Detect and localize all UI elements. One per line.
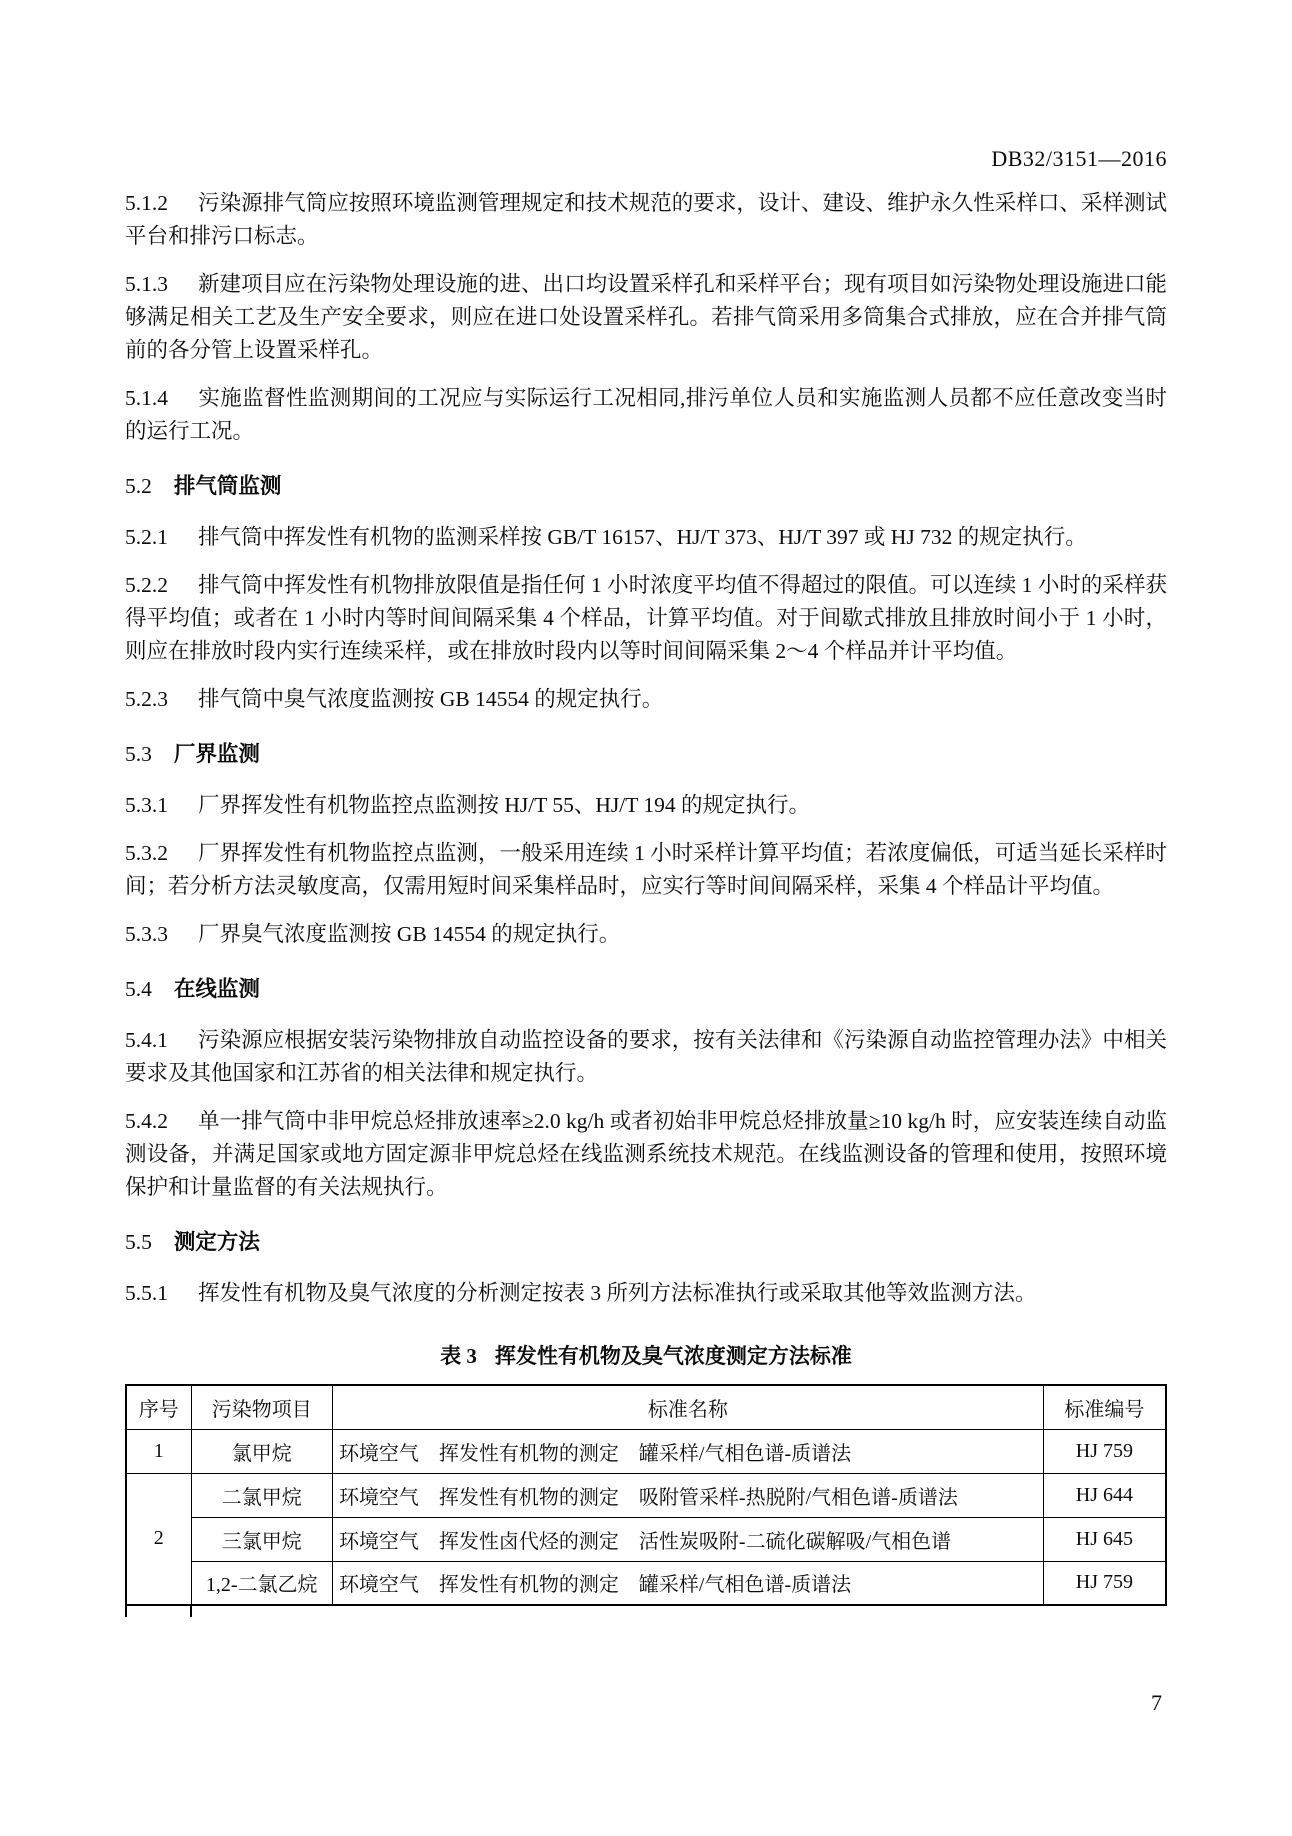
section-title: 排气筒监测: [173, 474, 282, 498]
section-number: 5.4: [125, 977, 152, 1001]
section-heading-5-4: [125, 973, 1167, 1006]
clause-5-1-4: [125, 382, 1167, 448]
section-heading-5-3: [125, 738, 1167, 771]
cell-pollutant: 二氯甲烷: [191, 1473, 332, 1517]
col-header-standard-code: 标准编号: [1043, 1385, 1166, 1429]
cell-standard-name: 环境空气 挥发性有机物的测定 罐采样/气相色谱-质谱法: [332, 1429, 1043, 1473]
section-heading-5-5: [125, 1226, 1167, 1259]
clause-number: 5.3.1: [125, 793, 168, 817]
section-title: 厂界监测: [173, 742, 260, 766]
cell-seq: 2: [126, 1473, 191, 1605]
cell-standard-name: 环境空气 挥发性有机物的测定 吸附管采样-热脱附/气相色谱-质谱法: [332, 1473, 1043, 1517]
clause-text: 污染源排气筒应按照环境监测管理规定和技术规范的要求，设计、建设、维护永久性采样口、采样测试平台和排污口标志。: [125, 191, 1167, 248]
clause-text: 排气筒中臭气浓度监测按 GB 14554 的规定执行。: [198, 687, 664, 711]
clause-5-4-2: [125, 1105, 1167, 1204]
clause-number: 5.3.3: [125, 922, 168, 946]
clause-number: 5.5.1: [125, 1281, 168, 1305]
col-header-standard-name: 标准名称: [332, 1385, 1043, 1429]
table-header-row: [126, 1385, 1166, 1429]
table-row: [126, 1473, 1166, 1517]
section-number: 5.3: [125, 742, 152, 766]
clause-number: 5.1.3: [125, 272, 168, 296]
clause-number: 5.4.2: [125, 1109, 168, 1133]
clause-5-2-1: [125, 521, 1167, 554]
clause-text: 新建项目应在污染物处理设施的进、出口均设置采样孔和采样平台；现有项目如污染物处理设施进口能够满足相关工艺及生产安全要求，则应在进口处设置采样孔。若排气筒采用多筒集合式排放，应在合并排气筒前的各分管上设置采样孔。: [125, 272, 1167, 362]
clause-text: 厂界臭气浓度监测按 GB 14554 的规定执行。: [198, 922, 621, 946]
cell-pollutant: 氯甲烷: [191, 1429, 332, 1473]
page-number: 7: [1151, 1690, 1162, 1715]
table-3-caption: [125, 1340, 1167, 1370]
clause-number: 5.4.1: [125, 1028, 168, 1052]
cell-standard-name: 环境空气 挥发性有机物的测定 罐采样/气相色谱-质谱法: [332, 1561, 1043, 1605]
table-continuation-border-col1: [190, 1606, 192, 1617]
clause-5-5-1: [125, 1277, 1167, 1310]
clause-5-3-1: [125, 789, 1167, 822]
col-header-pollutant: 污染物项目: [191, 1385, 332, 1429]
cell-pollutant: 三氯甲烷: [191, 1517, 332, 1561]
clause-5-3-2: [125, 837, 1167, 903]
section-number: 5.5: [125, 1230, 152, 1254]
table-continuation-marks: [125, 1606, 1167, 1618]
clause-text: 污染源应根据安装污染物排放自动监控设备的要求，按有关法律和《污染源自动监控管理办法》中相关要求及其他国家和江苏省的相关法律和规定执行。: [125, 1028, 1167, 1085]
clause-text: 实施监督性监测期间的工况应与实际运行工况相同,排污单位人员和实施监测人员都不应任意改变当时的运行工况。: [125, 386, 1167, 443]
clause-number: 5.1.2: [125, 191, 168, 215]
method-standards-table: [125, 1384, 1167, 1606]
clause-number: 5.2.3: [125, 687, 168, 711]
table-row: [126, 1429, 1166, 1473]
clause-number: 5.2.2: [125, 573, 168, 597]
clause-5-4-1: [125, 1024, 1167, 1090]
table-row: [126, 1517, 1166, 1561]
table-row: [126, 1561, 1166, 1605]
cell-standard-name: 环境空气 挥发性卤代烃的测定 活性炭吸附-二硫化碳解吸/气相色谱: [332, 1517, 1043, 1561]
clause-5-2-3: [125, 683, 1167, 716]
clause-number: 5.1.4: [125, 386, 168, 410]
clause-text: 挥发性有机物及臭气浓度的分析测定按表 3 所列方法标准执行或采取其他等效监测方法。: [198, 1281, 1037, 1305]
clause-number: 5.3.2: [125, 841, 168, 865]
cell-standard-code: HJ 644: [1043, 1473, 1166, 1517]
clause-5-2-2: [125, 569, 1167, 668]
clause-5-1-2: [125, 187, 1167, 253]
clause-text: 单一排气筒中非甲烷总烃排放速率≥2.0 kg/h 或者初始非甲烷总烃排放量≥10 kg/h 时，应安装连续自动监测设备，并满足国家或地方固定源非甲烷总烃在线监测系统技术规范。在线监测设备的管理和使用，按照环境保护和计量监督的有关法规执行。: [125, 1109, 1167, 1199]
clause-text: 排气筒中挥发性有机物排放限值是指任何 1 小时浓度平均值不得超过的限值。可以连续 1 小时的采样获得平均值；或者在 1 小时内等时间间隔采集 4 个样品，计算平均值。对于间歇式排放且排放时间小于 1 小时，则应在排放时段内实行连续采样，或在排放时段内以等时间间隔采集 2～4 个样品并计平均值。: [125, 573, 1167, 663]
col-header-seq: 序号: [126, 1385, 191, 1429]
table-continuation-border-left: [125, 1606, 127, 1617]
clause-text: 厂界挥发性有机物监控点监测，一般采用连续 1 小时采样计算平均值；若浓度偏低，可适当延长采样时间；若分析方法灵敏度高，仅需用短时间采集样品时，应实行等时间间隔采样，采集 4 个样品计平均值。: [125, 841, 1167, 898]
clause-text: 排气筒中挥发性有机物的监测采样按 GB/T 16157、HJ/T 373、HJ/T 397 或 HJ 732 的规定执行。: [198, 525, 1087, 549]
cell-standard-code: HJ 759: [1043, 1429, 1166, 1473]
cell-standard-code: HJ 759: [1043, 1561, 1166, 1605]
section-title: 测定方法: [173, 1230, 260, 1254]
section-title: 在线监测: [173, 977, 260, 1001]
cell-standard-code: HJ 645: [1043, 1517, 1166, 1561]
section-heading-5-2: [125, 470, 1167, 503]
clause-5-3-3: [125, 918, 1167, 951]
standard-code-header: DB32/3151—2016: [991, 146, 1167, 171]
section-number: 5.2: [125, 474, 152, 498]
table-caption-title: 挥发性有机物及臭气浓度测定方法标准: [494, 1344, 852, 1368]
cell-seq: 1: [126, 1429, 191, 1473]
table-caption-label: 表 3: [440, 1344, 477, 1368]
cell-pollutant: 1,2-二氯乙烷: [191, 1561, 332, 1605]
clause-5-1-3: [125, 268, 1167, 367]
clause-number: 5.2.1: [125, 525, 168, 549]
clause-text: 厂界挥发性有机物监控点监测按 HJ/T 55、HJ/T 194 的规定执行。: [198, 793, 810, 817]
